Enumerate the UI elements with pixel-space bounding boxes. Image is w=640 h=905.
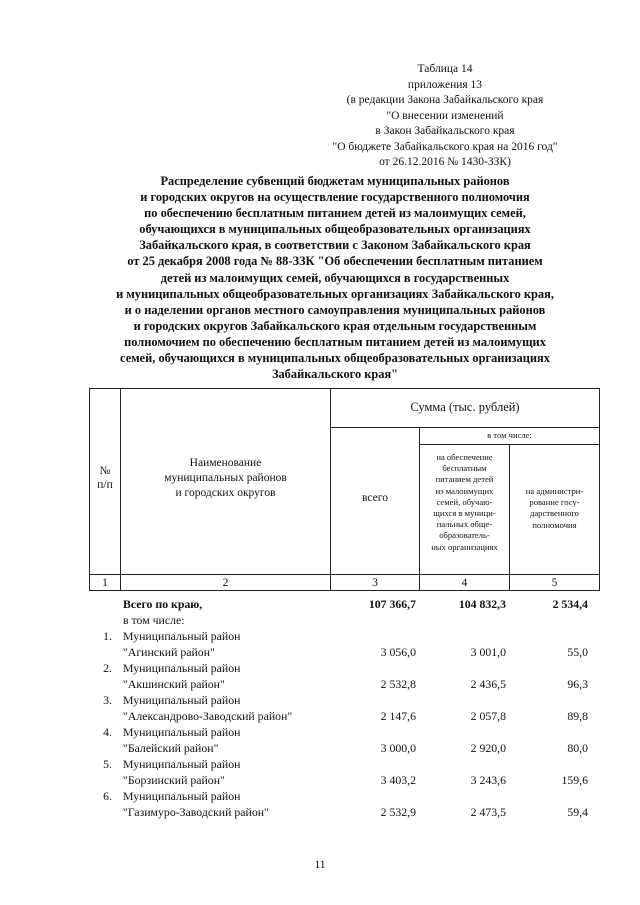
annex-line-3: (в редакции Закона Забайкальского края	[346, 94, 544, 106]
row-number: 2.	[103, 661, 112, 675]
title-line: Распределение субвенций бюджетам муниципальных районов	[160, 174, 510, 188]
title-line: полномочием по обеспечению бесплатным питанием детей из малоимущих	[124, 334, 546, 349]
document-title	[70, 173, 600, 382]
totals-sublabel: в том числе:	[123, 613, 185, 627]
row-type: Муниципальный район	[123, 629, 241, 643]
table-row	[90, 804, 600, 820]
index-label-1: 1	[102, 577, 108, 589]
table-row	[90, 708, 600, 724]
row-number: 1.	[103, 629, 112, 643]
row-name: "Агинский район"	[123, 645, 215, 659]
table-row	[90, 740, 600, 756]
title-line: обучающихся в муниципальных общеобразовательных организациях	[139, 222, 531, 237]
title-line: и городских округов Забайкальского края отдельным государственным	[133, 318, 537, 333]
totals-label: Всего по краю,	[123, 597, 203, 611]
row-total: 2 532,8	[380, 677, 416, 691]
row-name: "Акшинский район"	[123, 677, 225, 691]
row-total: 2 532,9	[380, 805, 416, 819]
totals-row	[90, 596, 600, 612]
row-name: "Газимуро-Заводский район"	[123, 805, 269, 819]
row-food: 2 920,0	[470, 741, 506, 755]
annex-line-2: приложения 13	[407, 78, 483, 91]
row-name: "Балейский район"	[123, 741, 219, 755]
table-row	[90, 772, 600, 788]
row-admin: 89,8	[567, 709, 588, 723]
row-total: 2 147,6	[380, 709, 416, 723]
row-number: 4.	[103, 725, 112, 739]
row-admin: 159,6	[561, 773, 588, 787]
totals-subrow	[90, 612, 600, 628]
header-including-label: в том числе:	[487, 430, 532, 440]
row-total: 3 056,0	[380, 645, 416, 659]
row-type: Муниципальный район	[123, 757, 241, 771]
row-admin: 96,3	[567, 677, 588, 691]
title-line: по обеспечению бесплатным питанием детей из малоимущих семей,	[144, 206, 526, 221]
totals-food: 104 832,3	[458, 597, 506, 611]
title-line: и о наделении органов местного самоуправления муниципальных районов	[124, 302, 546, 317]
row-type: Муниципальный район	[123, 789, 241, 803]
row-number: 3.	[103, 693, 112, 707]
row-food: 2 473,5	[470, 805, 506, 819]
table-row	[90, 788, 600, 804]
table-row	[90, 692, 600, 708]
header-sum-label: Сумма (тыс. рублей)	[410, 400, 520, 414]
title-line: семей, обучающихся в муниципальных общеобразовательных организациях	[120, 351, 550, 366]
title-line: Забайкальского края"	[271, 367, 399, 382]
header-name-label: Наименование муниципальных районов и городских округов	[164, 457, 287, 499]
index-label-2: 2	[222, 577, 229, 589]
annex-line-7: от 26.12.2016 № 1430-ЗЗК)	[379, 156, 511, 168]
index-label-5: 5	[551, 577, 558, 589]
annex-line-1: Таблица 14	[417, 63, 473, 75]
annex-line-4: "О внесении изменений	[386, 109, 504, 122]
row-total: 3 403,2	[380, 773, 416, 787]
row-name: "Борзинский район"	[123, 773, 225, 787]
row-type: Муниципальный район	[123, 661, 241, 675]
row-admin: 55,0	[567, 645, 588, 659]
row-total: 3 000,0	[380, 741, 416, 755]
totals-admin: 2 534,4	[552, 597, 588, 611]
row-number: 6.	[103, 789, 112, 803]
title-line: от 25 декабря 2008 года № 88-ЗЗК "Об обеспечении бесплатным питанием	[127, 254, 543, 269]
row-type: Муниципальный район	[123, 693, 241, 707]
row-food: 2 057,8	[470, 709, 506, 723]
table-row	[90, 676, 600, 692]
header-col4-label: на обеспечение бесплатным питанием детей из малоимущих семей, обучаю- щихся в муници- пальных обще- образователь- ных организациях	[431, 452, 498, 552]
page-number: 11	[314, 859, 326, 871]
index-label-4: 4	[461, 577, 468, 589]
row-food: 2 436,5	[470, 677, 506, 691]
table-row	[90, 628, 600, 644]
row-type: Муниципальный район	[123, 725, 241, 739]
row-admin: 59,4	[567, 805, 588, 819]
row-food: 3 001,0	[470, 645, 506, 659]
row-name: "Александрово-Заводский район"	[123, 709, 293, 723]
annex-line-6: "О бюджете Забайкальского края на 2016 год"	[332, 140, 558, 153]
title-line: и муниципальных общеобразовательных организациях Забайкальского края,	[116, 286, 554, 301]
title-line: Забайкальского края, в соответствии с Законом Забайкальского края	[139, 238, 531, 253]
header-num-label: № п/п	[97, 465, 113, 491]
annex-line-5: в Закон Забайкальского края	[375, 125, 515, 137]
row-number: 5.	[103, 757, 112, 771]
totals-total: 107 366,7	[368, 597, 416, 611]
header-total-label: всего	[362, 492, 388, 504]
title-line: и городских округов на осуществление государственного полномочия	[140, 190, 530, 205]
table-row	[90, 724, 600, 740]
header-col5-label: на администри- рование госу- дарственного полномочия	[525, 486, 584, 530]
table-row	[90, 644, 600, 660]
annex-header	[300, 62, 590, 171]
table-row	[90, 660, 600, 676]
title-line: детей из малоимущих семей, обучающихся в государственных	[160, 270, 510, 285]
row-admin: 80,0	[567, 741, 588, 755]
row-food: 3 243,6	[470, 773, 506, 787]
table-row	[90, 756, 600, 772]
index-label-3: 3	[372, 577, 378, 589]
